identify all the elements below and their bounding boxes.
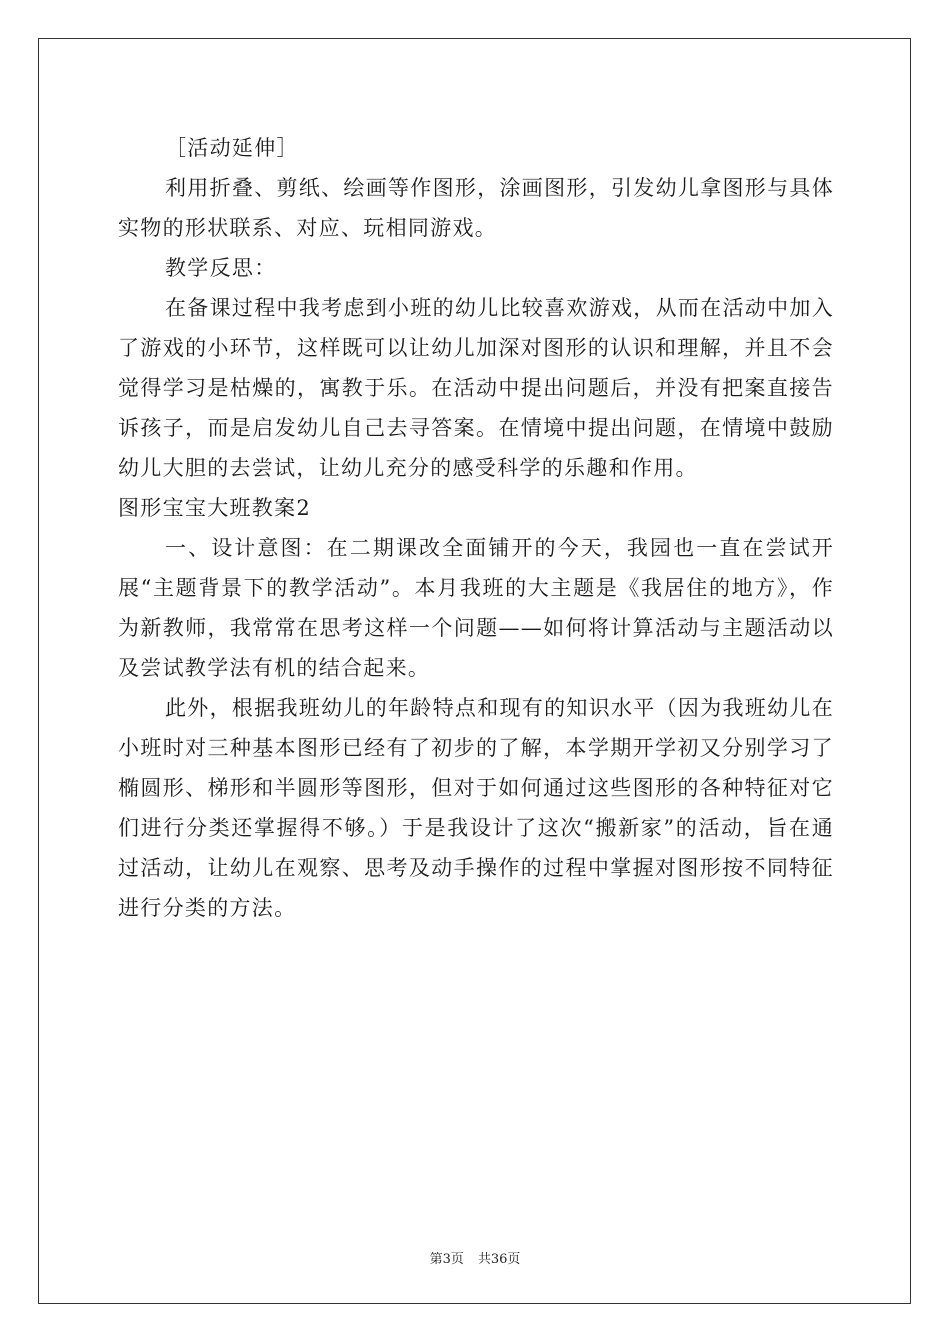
paragraph-reflection-label: 教学反思： — [165, 256, 277, 280]
paragraph-activity-extension: ［活动延伸］ — [165, 136, 299, 160]
page-footer — [0, 1248, 950, 1267]
section-title: 图形宝宝大班教案2 — [118, 496, 312, 520]
paragraph-additional: 此外，根据我班幼儿的年龄特点和现有的知识水平（因为我班幼儿在小班时对三种基本图形已经有了初步的了解，本学期开学初又分别学习了椭圆形、梯形和半圆形等图形，但对于如何通过这些图形的各种特征对它们进行分类还掌握得不够。）于是我设计了这次“搬新家”的活动，旨在通过活动，让幼儿在观察、思考及动手操作的过程中掌握对图形按不同特征进行分类的方法。 — [118, 696, 834, 920]
paragraph-design-intent: 一、设计意图：在二期课改全面铺开的今天，我园也一直在尝试开展“主题背景下的教学活动”。本月我班的大主题是《我居住的地方》，作为新教师，我常常在思考这样一个问题——如何将计算活动与主题活动以及尝试教学法有机的结合起来。 — [118, 536, 834, 680]
paragraph-reflection-body: 在备课过程中我考虑到小班的幼儿比较喜欢游戏，从而在活动中加入了游戏的小环节，这样既可以让幼儿加深对图形的认识和理解，并且不会觉得学习是枯燥的，寓教于乐。在活动中提出问题后，并没有把案直接告诉孩子，而是启发幼儿自己去寻答案。在情境中提出问题，在情境中鼓励幼儿大胆的去尝试，让幼儿充分的感受科学的乐趣和作用。 — [118, 296, 834, 480]
document-body — [118, 128, 834, 928]
paragraph-extension-detail: 利用折叠、剪纸、绘画等作图形，涂画图形，引发幼儿拿图形与具体实物的形状联系、对应、玩相同游戏。 — [118, 176, 834, 240]
page-total: 共36页 — [477, 1252, 521, 1267]
page-number: 第3页 — [429, 1252, 464, 1267]
